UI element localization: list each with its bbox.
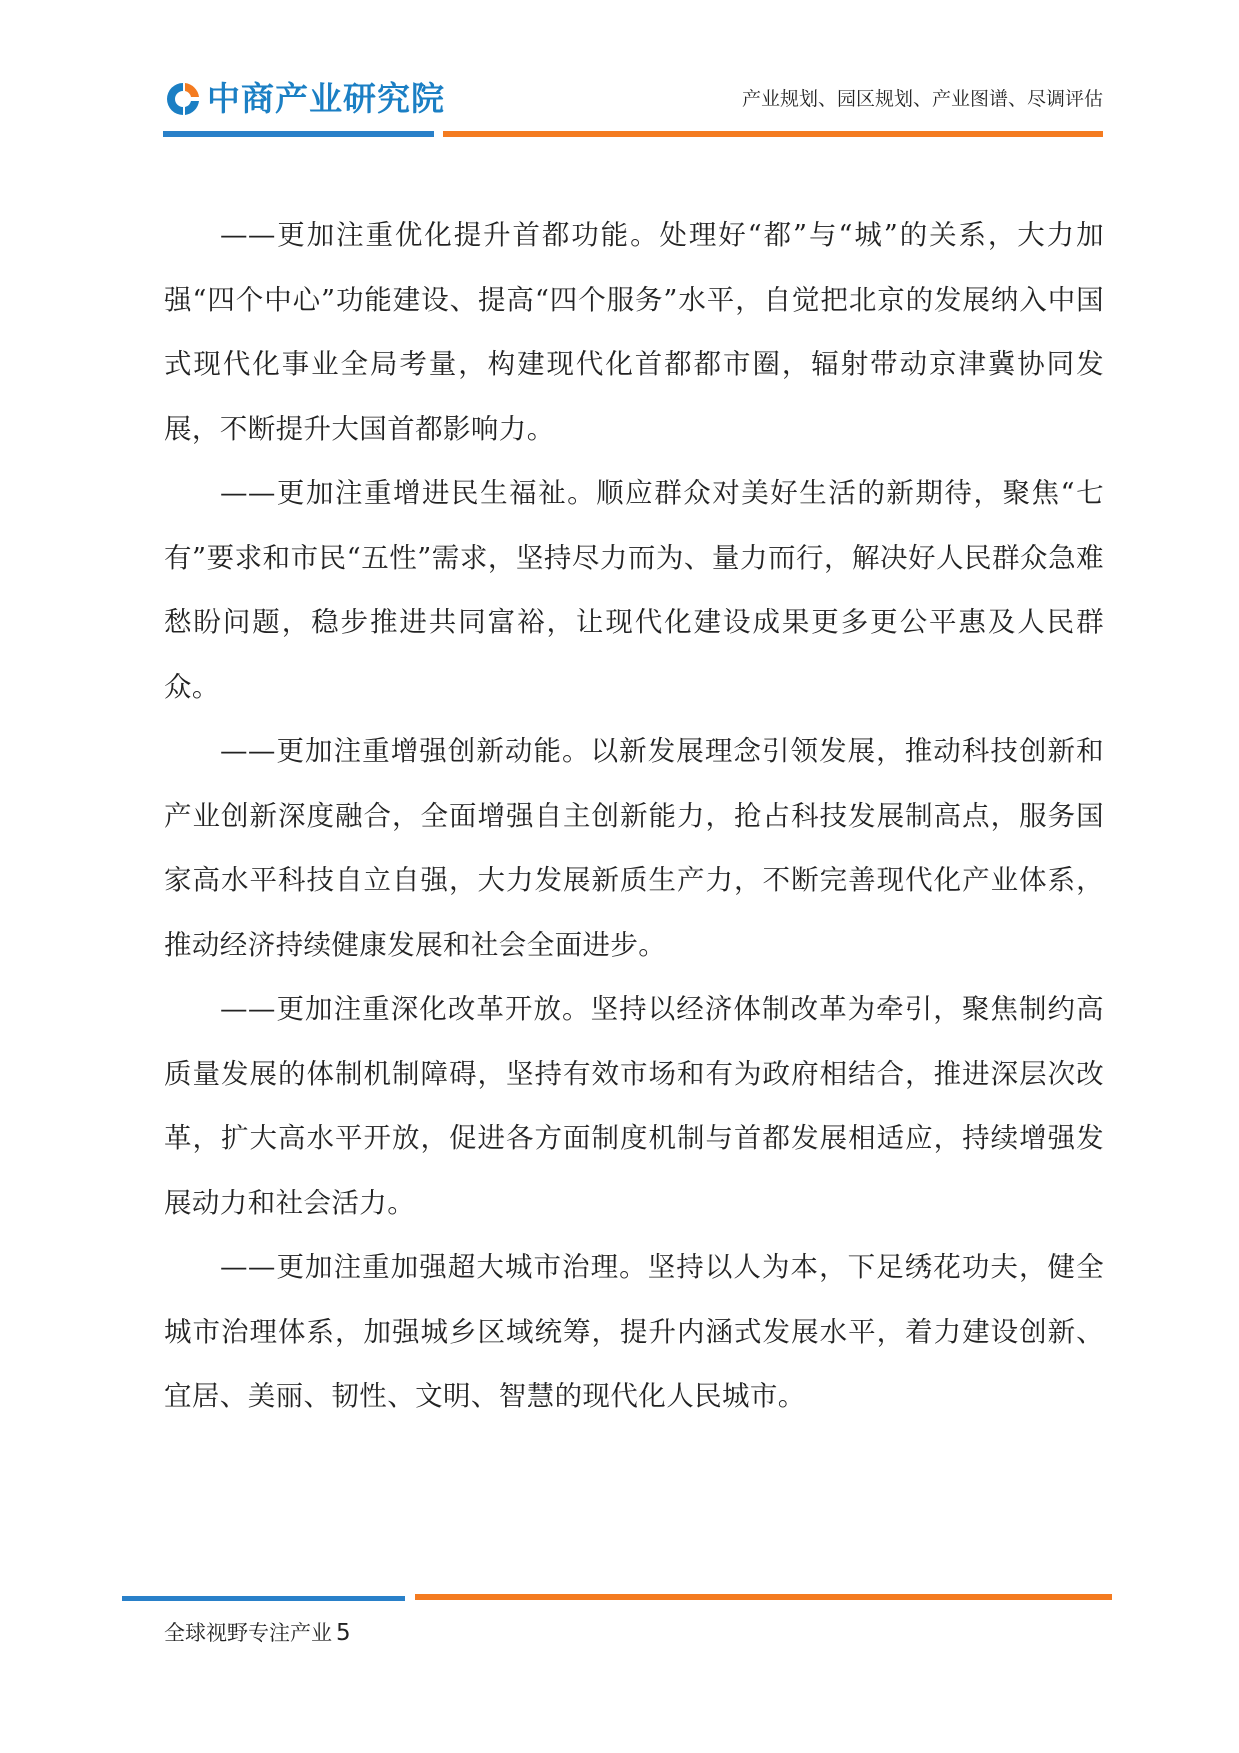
body-paragraph: ——更加注重加强超大城市治理。坚持以人为本，下足绣花功夫，健全城市治理体系，加强城乡区域统筹，提升内涵式发展水平，着力建设创新、宜居、美丽、韧性、文明、智慧的现代化人民城市。: [164, 1251, 1104, 1412]
page-header: [0, 0, 1239, 150]
document-body: [164, 203, 1104, 1429]
logo-text: 中商产业研究院: [207, 79, 445, 118]
body-paragraph: ——更加注重增进民生福祉。顺应群众对美好生活的新期待，聚焦“七有”要求和市民“五性”需求，坚持尽力而为、量力而行，解决好人民群众急难愁盼问题，稳步推进共同富裕，让现代化建设成果更多更公平惠及人民群众。: [164, 477, 1104, 703]
logo-mark-icon: [163, 79, 203, 119]
company-logo: [163, 77, 445, 121]
body-paragraph: ——更加注重增强创新动能。以新发展理念引领发展，推动科技创新和产业创新深度融合，全面增强自主创新能力，抢占科技发展制高点，服务国家高水平科技自立自强，大力发展新质生产力，不断完善现代化产业体系，推动经济持续健康发展和社会全面进步。: [164, 735, 1104, 961]
footer-slogan: 全球视野专注产业: [164, 1621, 332, 1645]
body-paragraph: ——更加注重深化改革开放。坚持以经济体制改革为牵引，聚焦制约高质量发展的体制机制障碍，坚持有效市场和有为政府相结合，推进深层次改革，扩大高水平开放，促进各方面制度机制与首都发展相适应，持续增强发展动力和社会活力。: [164, 993, 1104, 1219]
header-tagline: 产业规划、园区规划、产业图谱、尽调评估: [741, 88, 1103, 110]
header-divider-orange: [443, 131, 1103, 137]
footer-divider-orange: [415, 1594, 1112, 1600]
page-number: 5: [336, 1620, 351, 1646]
header-divider-blue: [163, 131, 434, 137]
page-footer: [164, 1618, 351, 1648]
body-paragraph: ——更加注重优化提升首都功能。处理好“都”与“城”的关系，大力加强“四个中心”功能建设、提高“四个服务”水平，自觉把北京的发展纳入中国式现代化事业全局考量，构建现代化首都都市圈，辐射带动京津冀协同发展，不断提升大国首都影响力。: [164, 219, 1104, 445]
footer-divider-blue: [122, 1596, 405, 1601]
